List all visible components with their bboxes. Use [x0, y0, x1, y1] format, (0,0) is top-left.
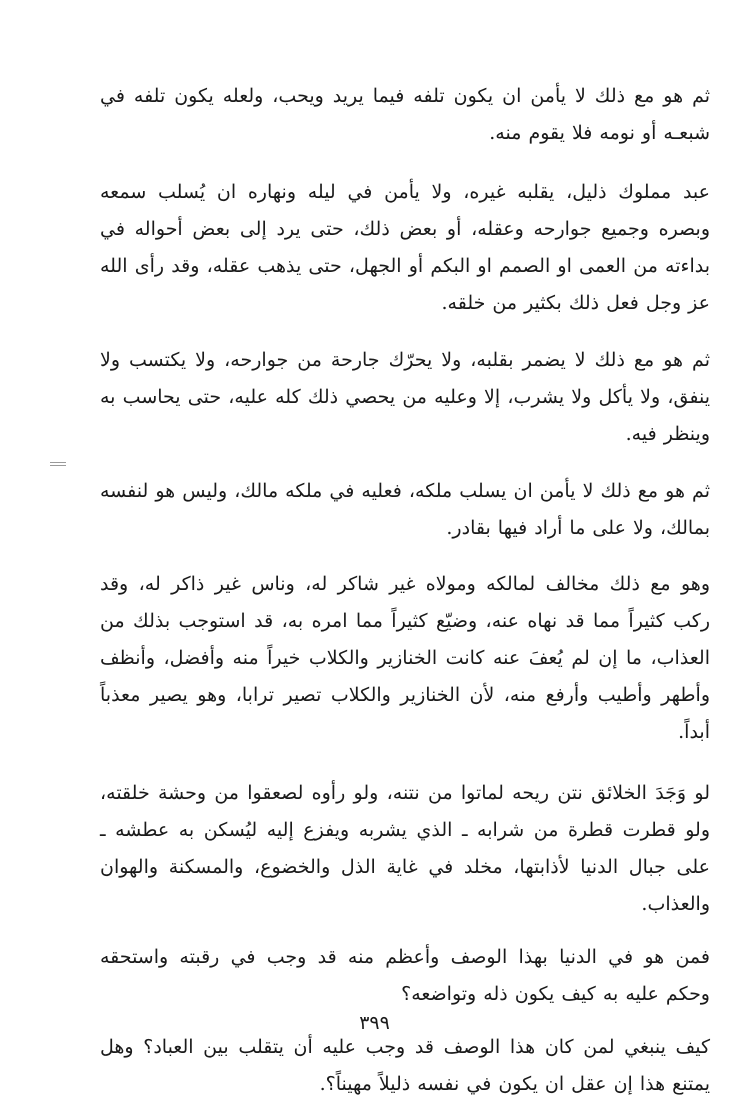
paragraph-6: لو وَجَدَ الخلائق نتن ريحه لماتوا من نتنه، ولو رأوه لصعقوا من وحشة خلقته، ولو قطرت قطرة من شرابه ـ الذي يشربه ويفزع إليه ليُسكن به عطشه ـ على جبال الدنيا لأذابتها، مخلد في غاية الذل والخضوع، والمسكنة والهوان والعذاب. — [100, 782, 710, 915]
paragraph-5: وهو مع ذلك مخالف لمالكه ومولاه غير شاكر له، وناس غير ذاكر له، وقد ركب كثيراً مما قد نهاه عنه، وضيّع كثيراً مما امره به، قد استوجب بذلك من العذاب، ما إن لم يُعفَ عنه كانت الخنازير والكلاب خيراً منه وأفضل، وأنظف وأطهر وأطيب وأرفع منه، لأن الخنازير والكلاب تصير ترابا، وهو يصير معذباً أبداً. — [100, 573, 710, 743]
paragraph-8: كيف ينبغي لمن كان هذا الوصف قد وجب عليه أن يتقلب بين العباد؟ وهل يمتنع هذا إن عقل ان يكون في نفسه ذليلاً مهيناً؟. — [100, 1036, 710, 1095]
paragraph-1: ثم هو مع ذلك لا يأمن ان يكون تلفه فيما يريد ويحب، ولعله يكون تلفه في شبعـه أو نومه فلا يقوم منه. — [100, 85, 710, 144]
paragraph-2: عبد مملوك ذليل، يقلبه غيره، ولا يأمن في ليله ونهاره ان يُسلب سمعه وبصره وجميع جوارحه وعقله، أو بعض ذلك، حتى يرد إلى بعض أحواله في بداءته من العمى او الصمم او البكم أو الجهل، حتى يذهب عقله، وقد رأى الله عز وجل فعل ذلك بكثير من خلقه. — [100, 181, 710, 314]
paragraph-7: فمن هو في الدنيا بهذا الوصف وأعظم منه قد وجب في رقبته واستحقه وحكم عليه به كيف يكون ذله وتواضعه؟ — [100, 946, 710, 1005]
page-number: ٣٩٩ — [359, 1012, 390, 1034]
paragraph-3: ثم هو مع ذلك لا يضمر بقلبه، ولا يحرّك جارحة من جوارحه، ولا يكتسب ولا ينفق، ولا يأكل ولا يشرب، إلا وعليه من يحصي ذلك كله عليه، حتى يحاسب به وينظر فيه. — [100, 349, 710, 445]
paragraph-4: ثم هو مع ذلك لا يأمن ان يسلب ملكه، فعليه في ملكه مالك، وليس هو لنفسه بمالك، ولا على ما أراد فيها بقادر. — [100, 480, 710, 539]
margin-mark — [50, 462, 66, 468]
text-column — [100, 78, 710, 1103]
